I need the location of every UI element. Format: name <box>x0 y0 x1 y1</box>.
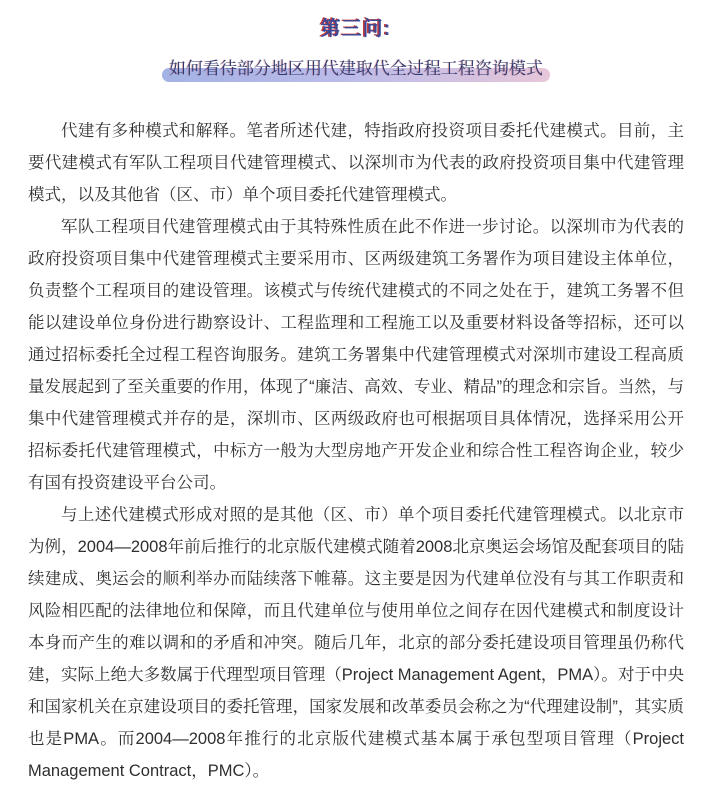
paragraph-2: 军队工程项目代建管理模式由于其特殊性质在此不作进一步讨论。以深圳市为代表的政府投资项目集中代建管理模式主要采用市、区两级建筑工务署作为项目建设主体单位，负责整个工程项目的建设管理。该模式与传统代建模式的不同之处在于，建筑工务署不但能以建设单位身份进行勘察设计、工程监理和工程施工以及重要材料设备等招标，还可以通过招标委托全过程工程咨询服务。建筑工务署集中代建管理模式对深圳市建设工程高质量发展起到了至关重要的作用，体现了“廉洁、高效、专业、精品”的理念和宗旨。当然，与集中代建管理模式并存的是，深圳市、区两级政府也可根据项目具体情况，选择采用公开招标委托代建管理模式，中标方一般为大型房地产开发企业和综合性工程咨询企业，较少有国有投资建设平台公司。 <box>28 218 684 492</box>
article-subtitle <box>169 54 543 79</box>
paragraph-1: 代建有多种模式和解释。笔者所述代建，特指政府投资项目委托代建模式。目前，主要代建模式有军队工程项目代建管理模式、以深圳市为代表的政府投资项目集中代建管理模式，以及其他省（区、市）单个项目委托代建管理模式。 <box>28 122 684 204</box>
paragraph-3: 与上述代建模式形成对照的是其他（区、市）单个项目委托代建管理模式。以北京市为例，2004—2008年前后推行的北京版代建模式随着2008北京奥运会场馆及配套项目的陆续建成、奥运会的顺利举办而陆续落下帷幕。这主要是因为代建单位没有与其工作职责和风险相匹配的法律地位和保障，而且代建单位与使用单位之间存在因代建模式和制度设计本身而产生的难以调和的矛盾和冲突。随后几年，北京的部分委托建设项目管理虽仍称代建，实际上绝大多数属于代理型项目管理（Project Management Agent，PMA）。对于中央和国家机关在京建设项目的委托管理，国家发展和改革委员会称之为“代理建设制”，其实质也是PMA。而2004—2008年推行的北京版代建模式基本属于承包型项目管理（Project Management Contract，PMC）。 <box>28 506 684 780</box>
article-body <box>28 115 684 787</box>
article-title: 第三问: <box>320 18 392 40</box>
article-subtitle-text: 如何看待部分地区用代建取代全过程工程咨询模式 <box>169 59 543 78</box>
subtitle-row <box>28 54 684 79</box>
